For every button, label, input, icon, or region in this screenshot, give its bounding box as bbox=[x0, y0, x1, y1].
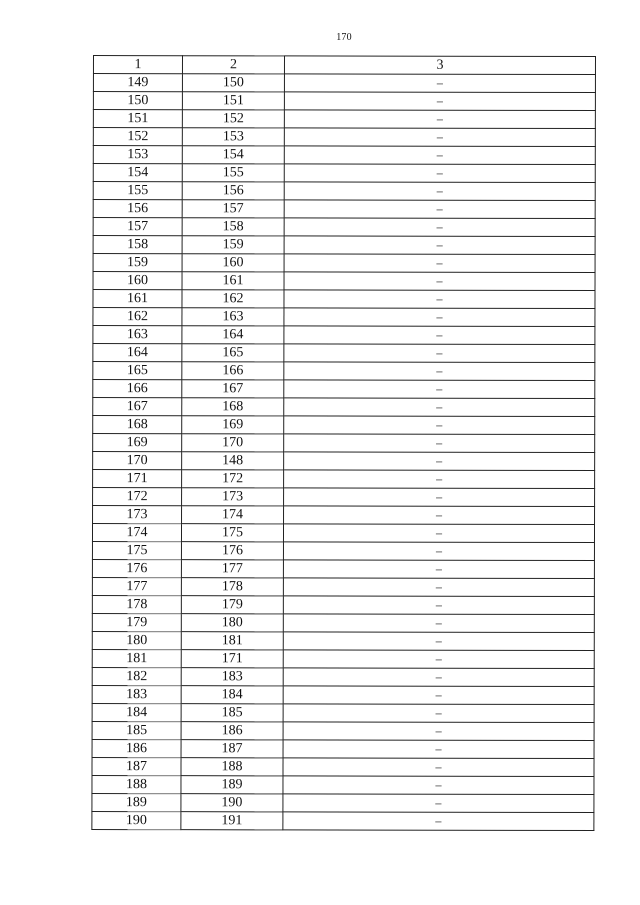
column-header-1: 1 bbox=[93, 56, 182, 74]
table-cell-col-3: – bbox=[283, 740, 594, 759]
table-row bbox=[92, 721, 594, 740]
table-row bbox=[92, 703, 594, 722]
table-cell-col-1: 159 bbox=[93, 254, 182, 272]
table-cell-col-3: – bbox=[283, 524, 594, 543]
table-cell-col-3: – bbox=[284, 308, 595, 327]
table-cell-col-3: – bbox=[284, 272, 595, 291]
table-cell-col-1: 163 bbox=[93, 326, 182, 344]
table-row bbox=[93, 452, 595, 471]
table-cell-col-3: – bbox=[284, 344, 595, 363]
table-cell-col-3: – bbox=[284, 416, 595, 435]
table-cell-col-3: – bbox=[283, 632, 594, 651]
table-cell-col-3: – bbox=[283, 794, 594, 813]
table-cell-col-1: 184 bbox=[92, 703, 181, 721]
table-row bbox=[92, 595, 594, 614]
table-cell-col-2: 150 bbox=[182, 74, 284, 92]
table-cell-col-3: – bbox=[283, 776, 594, 795]
table-cell-col-3: – bbox=[284, 146, 595, 165]
table-cell-col-2: 166 bbox=[182, 362, 284, 380]
table-cell-col-1: 170 bbox=[93, 452, 182, 470]
table-cell-col-2: 170 bbox=[182, 434, 284, 452]
table-cell-col-3: – bbox=[283, 812, 594, 831]
table-cell-col-3: – bbox=[284, 362, 595, 381]
table-cell-col-1: 169 bbox=[93, 434, 182, 452]
table-cell-col-3: – bbox=[284, 470, 595, 489]
table-cell-col-2: 183 bbox=[181, 668, 283, 686]
table-row bbox=[93, 254, 595, 273]
table-cell-col-2: 152 bbox=[182, 110, 284, 128]
table-row bbox=[92, 649, 594, 668]
table-cell-col-3: – bbox=[284, 254, 595, 273]
table-row bbox=[93, 416, 595, 435]
table-cell-col-2: 163 bbox=[182, 308, 284, 326]
table-row bbox=[92, 613, 594, 632]
table-cell-col-1: 162 bbox=[93, 308, 182, 326]
table-row bbox=[93, 290, 595, 309]
table-cell-col-1: 186 bbox=[92, 739, 181, 757]
table-cell-col-1: 149 bbox=[93, 74, 182, 92]
table-cell-col-2: 189 bbox=[181, 776, 283, 794]
table-cell-col-2: 178 bbox=[181, 578, 283, 596]
table-cell-col-2: 148 bbox=[182, 452, 284, 470]
table-row bbox=[93, 380, 595, 399]
table-row bbox=[93, 218, 595, 237]
table-row bbox=[92, 542, 594, 561]
table-row bbox=[93, 362, 595, 381]
table-row bbox=[92, 667, 594, 686]
table-row bbox=[92, 631, 594, 650]
table-cell-col-1: 157 bbox=[93, 218, 182, 236]
table-row bbox=[93, 326, 595, 345]
data-table bbox=[91, 55, 596, 831]
table-cell-col-3: – bbox=[284, 326, 595, 345]
table-row bbox=[93, 470, 595, 489]
table-cell-col-2: 153 bbox=[182, 128, 284, 146]
table-cell-col-2: 154 bbox=[182, 146, 284, 164]
table-cell-col-2: 186 bbox=[181, 722, 283, 740]
table-cell-col-1: 180 bbox=[92, 631, 181, 649]
table-row bbox=[92, 685, 594, 704]
table-cell-col-2: 173 bbox=[182, 488, 284, 506]
table-row bbox=[93, 272, 595, 291]
table-row bbox=[93, 506, 595, 525]
table-row bbox=[93, 488, 595, 507]
table-cell-col-2: 191 bbox=[181, 812, 283, 830]
table-row bbox=[92, 577, 594, 596]
table-cell-col-3: – bbox=[283, 578, 594, 597]
table-row bbox=[93, 200, 595, 219]
table-cell-col-2: 171 bbox=[181, 650, 283, 668]
table-cell-col-1: 175 bbox=[92, 542, 181, 560]
table-cell-col-2: 161 bbox=[182, 272, 284, 290]
table-row bbox=[93, 92, 595, 111]
table-cell-col-1: 165 bbox=[93, 362, 182, 380]
table-cell-col-3: – bbox=[284, 434, 595, 453]
table-row bbox=[93, 434, 595, 453]
table-cell-col-3: – bbox=[284, 164, 595, 183]
table-cell-col-1: 152 bbox=[93, 128, 182, 146]
table-cell-col-3: – bbox=[283, 650, 594, 669]
table-cell-col-3: – bbox=[283, 596, 594, 615]
table-cell-col-3: – bbox=[284, 290, 595, 309]
table-cell-col-3: – bbox=[283, 668, 594, 687]
table-header-row bbox=[93, 56, 595, 75]
table-cell-col-1: 177 bbox=[92, 577, 181, 595]
table-body bbox=[92, 74, 596, 831]
table-cell-col-1: 183 bbox=[92, 685, 181, 703]
table-row bbox=[93, 164, 595, 183]
table-cell-col-3: – bbox=[284, 110, 595, 129]
table-row bbox=[92, 559, 594, 578]
table-cell-col-1: 178 bbox=[92, 595, 181, 613]
table-cell-col-2: 184 bbox=[181, 686, 283, 704]
table-cell-col-2: 190 bbox=[181, 794, 283, 812]
table-cell-col-1: 166 bbox=[93, 380, 182, 398]
table-cell-col-2: 167 bbox=[182, 380, 284, 398]
table-cell-col-2: 185 bbox=[181, 704, 283, 722]
table-cell-col-2: 188 bbox=[181, 758, 283, 776]
table-cell-col-3: – bbox=[284, 200, 595, 219]
table-cell-col-1: 160 bbox=[93, 272, 182, 290]
table-cell-col-1: 167 bbox=[93, 398, 182, 416]
page-number: 170 bbox=[336, 32, 352, 43]
table-cell-col-2: 169 bbox=[182, 416, 284, 434]
table-cell-col-1: 164 bbox=[93, 344, 182, 362]
table-cell-col-1: 190 bbox=[92, 811, 181, 829]
table-cell-col-1: 158 bbox=[93, 236, 182, 254]
table-cell-col-1: 173 bbox=[93, 506, 182, 524]
table-row bbox=[93, 182, 595, 201]
table-row bbox=[93, 128, 595, 147]
table-cell-col-1: 156 bbox=[93, 200, 182, 218]
table-cell-col-1: 151 bbox=[93, 110, 182, 128]
table-cell-col-2: 187 bbox=[181, 740, 283, 758]
table-row bbox=[93, 236, 595, 255]
table-row bbox=[92, 775, 594, 794]
table-cell-col-2: 174 bbox=[182, 506, 284, 524]
table-cell-col-1: 179 bbox=[92, 613, 181, 631]
table-row bbox=[92, 811, 594, 830]
table-cell-col-2: 159 bbox=[182, 236, 284, 254]
table-cell-col-2: 160 bbox=[182, 254, 284, 272]
table-cell-col-1: 176 bbox=[92, 559, 181, 577]
table-cell-col-1: 153 bbox=[93, 146, 182, 164]
table-cell-col-2: 181 bbox=[181, 632, 283, 650]
table-row bbox=[93, 308, 595, 327]
table-cell-col-3: – bbox=[284, 488, 595, 507]
table-cell-col-3: – bbox=[284, 452, 595, 471]
table-cell-col-3: – bbox=[283, 560, 594, 579]
table-cell-col-2: 180 bbox=[181, 614, 283, 632]
table-cell-col-1: 189 bbox=[92, 793, 181, 811]
table-row bbox=[93, 110, 595, 129]
table-cell-col-2: 175 bbox=[181, 524, 283, 542]
table-cell-col-3: – bbox=[284, 218, 595, 237]
table-cell-col-3: – bbox=[284, 74, 595, 93]
table-cell-col-2: 172 bbox=[182, 470, 284, 488]
table-cell-col-2: 168 bbox=[182, 398, 284, 416]
table-cell-col-1: 172 bbox=[93, 488, 182, 506]
table-cell-col-1: 171 bbox=[93, 470, 182, 488]
table-cell-col-2: 151 bbox=[182, 92, 284, 110]
table-cell-col-3: – bbox=[284, 506, 595, 525]
table-cell-col-3: – bbox=[284, 380, 595, 399]
table-cell-col-1: 181 bbox=[92, 649, 181, 667]
table-row bbox=[93, 344, 595, 363]
table-cell-col-2: 177 bbox=[181, 560, 283, 578]
table-cell-col-2: 162 bbox=[182, 290, 284, 308]
table-cell-col-3: – bbox=[284, 398, 595, 417]
table-cell-col-2: 157 bbox=[182, 200, 284, 218]
table-cell-col-1: 161 bbox=[93, 290, 182, 308]
table-cell-col-3: – bbox=[284, 182, 595, 201]
table-row bbox=[93, 74, 595, 93]
table-cell-col-3: – bbox=[283, 722, 594, 741]
table-row bbox=[92, 793, 594, 812]
table-cell-col-1: 155 bbox=[93, 182, 182, 200]
table-cell-col-1: 154 bbox=[93, 164, 182, 182]
table-cell-col-3: – bbox=[283, 704, 594, 723]
table-row bbox=[92, 757, 594, 776]
column-header-3: 3 bbox=[284, 56, 595, 75]
table-cell-col-2: 156 bbox=[182, 182, 284, 200]
table-cell-col-1: 185 bbox=[92, 721, 181, 739]
table-cell-col-2: 179 bbox=[181, 596, 283, 614]
table-cell-col-3: – bbox=[284, 128, 595, 147]
table-row bbox=[92, 739, 594, 758]
table-row bbox=[93, 146, 595, 165]
table-cell-col-3: – bbox=[283, 542, 594, 561]
table-cell-col-1: 174 bbox=[92, 524, 181, 542]
table-cell-col-1: 187 bbox=[92, 757, 181, 775]
table-cell-col-1: 150 bbox=[93, 92, 182, 110]
table-cell-col-1: 182 bbox=[92, 667, 181, 685]
table-cell-col-2: 164 bbox=[182, 326, 284, 344]
table-cell-col-3: – bbox=[283, 686, 594, 705]
table-cell-col-1: 188 bbox=[92, 775, 181, 793]
table-cell-col-1: 168 bbox=[93, 416, 182, 434]
table-cell-col-2: 158 bbox=[182, 218, 284, 236]
table-row bbox=[92, 524, 594, 543]
table-cell-col-3: – bbox=[284, 92, 595, 111]
table-cell-col-3: – bbox=[283, 614, 594, 633]
table-cell-col-3: – bbox=[283, 758, 594, 777]
table-cell-col-3: – bbox=[284, 236, 595, 255]
table-row bbox=[93, 398, 595, 417]
table-cell-col-2: 155 bbox=[182, 164, 284, 182]
table-cell-col-2: 176 bbox=[181, 542, 283, 560]
column-header-2: 2 bbox=[182, 56, 284, 74]
table-cell-col-2: 165 bbox=[182, 344, 284, 362]
